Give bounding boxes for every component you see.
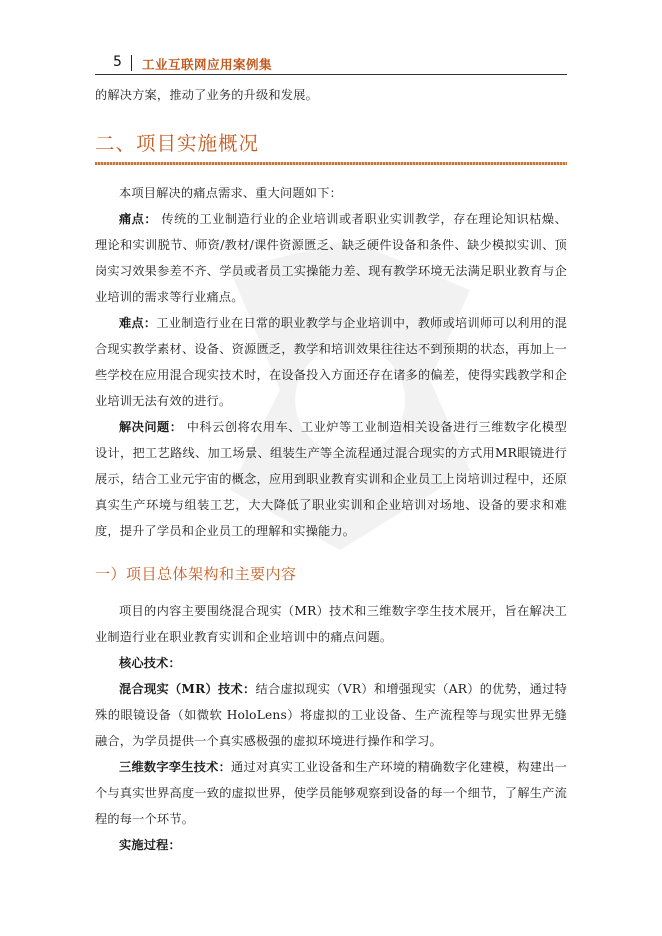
header-title: 工业互联网应用案例集 — [142, 57, 273, 72]
digital-twin-text: 通过对真实工业设备和生产环境的精确数字化建模，构建出一个与真实世界高度一致的虚拟世界，使学员能够观察到设备的每一个细节，了解生产流程的每一个环节。 — [95, 760, 567, 826]
mr-tech-text: 结合虚拟现实（VR）和增强现实（AR）的优势，通过特殊的眼镜设备（如微软 HoloLens）将虚拟的工业设备、生产流程等与现实世界无缝融合，为学员提供一个真实感极强的虚拟环境进行操作和学习。 — [95, 682, 567, 748]
solution-paragraph — [95, 414, 567, 544]
difficulty-label: 难点： — [119, 316, 157, 330]
digital-twin-label: 三维数字孪生技术： — [119, 760, 232, 774]
difficulty-paragraph — [95, 310, 567, 414]
section-title: 二、项目实施概况 — [95, 132, 260, 155]
subsection-intro: 项目的内容主要围绕混合现实（MR）技术和三维数字孪生技术展开，旨在解决工业制造行业在职业教育实训和企业培训中的痛点问题。 — [95, 604, 567, 644]
mr-tech-label: 混合现实（MR）技术： — [119, 682, 256, 696]
solution-text: 中科云创将农用车、工业炉等工业制造相关设备进行三维数字化模型设计，把工艺路线、加工场景、组装生产等全流程通过混合现实的方式用MR眼镜进行展示，结合工业元宇宙的概念，应用到职业教育实训和企业员工上岗培训过程中，还原真实生产环境与组装工艺，大大降低了职业实训和企业培训对场地、设备的要求和难度，提升了学员和企业员工的理解和实操能力。 — [95, 420, 567, 538]
solution-label: 解决问题： — [119, 420, 183, 434]
page-header — [95, 52, 567, 76]
section-intro: 本项目解决的痛点需求、重大问题如下： — [119, 186, 342, 200]
digital-twin-paragraph — [95, 754, 567, 832]
core-tech-heading — [95, 650, 567, 676]
pain-point-text: 传统的工业制造行业的企业培训或者职业实训教学，存在理论知识枯燥、理论和实训脱节、师资/教材/课件资源匮乏、缺乏硬件设备和条件、缺少模拟实训、顶岗实习效果参差不齐、学员或者员工实操能力差、现有教学环境无法满足职业教育与企业培训的需求等行业痛点。 — [95, 212, 567, 304]
page-number: 5 — [113, 54, 122, 70]
difficulty-text: 工业制造行业在日常的职业教学与企业培训中，教师或培训师可以利用的混合现实教学素材、设备、资源匮乏，教学和培训效果往往达不到预期的状态，再加上一些学校在应用混合现实技术时，在设备投入方面还存在诸多的偏差，使得实践教学和企业培训无法有效的进行。 — [95, 316, 567, 408]
pain-point-label: 痛点： — [119, 212, 158, 226]
header-separator — [131, 55, 132, 71]
subsection-title: 一）项目总体架构和主要内容 — [95, 565, 297, 583]
mr-tech-paragraph — [95, 676, 567, 754]
core-tech-label: 核心技术： — [119, 656, 181, 670]
process-heading — [95, 832, 567, 858]
header-rule — [95, 74, 567, 75]
intro-continuation: 的解决方案，推动了业务的升级和发展。 — [95, 88, 318, 102]
pain-point-paragraph — [95, 206, 567, 310]
section-title-rule — [95, 162, 567, 165]
process-label: 实施过程： — [119, 838, 181, 852]
